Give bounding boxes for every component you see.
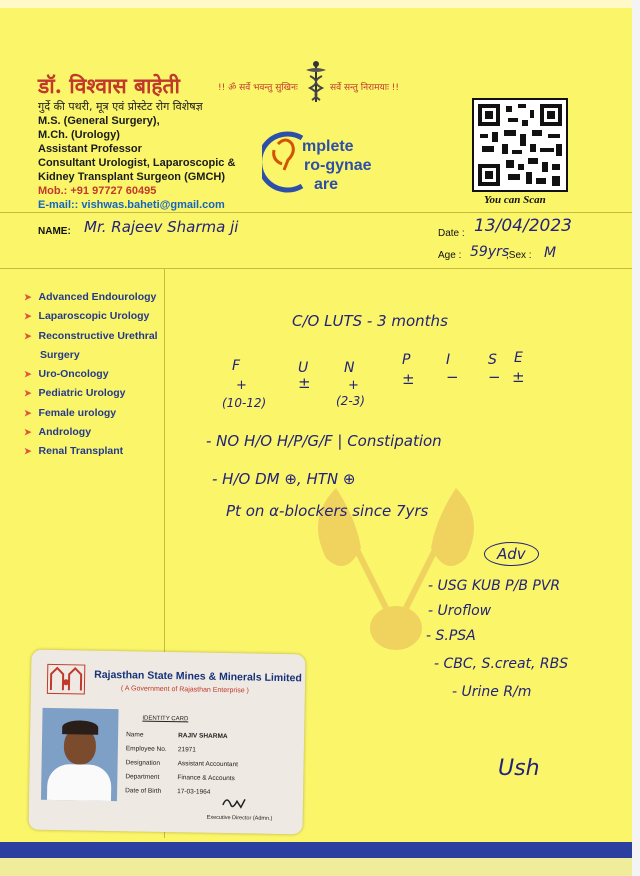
service-item: ➤ Advanced Endourology	[24, 291, 157, 303]
top-strip	[0, 0, 632, 8]
sex-value: M	[544, 245, 557, 261]
name-label: NAME:	[38, 226, 71, 237]
fun-mark-e: ±	[512, 368, 525, 386]
header-divider	[0, 212, 632, 213]
specialty-hindi: गुर्दे की पथरी, मूत्र एवं प्रोस्टेट रोग विशेषज्ञ	[38, 100, 203, 113]
service-item: ➤ Renal Transplant	[24, 445, 124, 458]
qualification-transplant: Kidney Transplant Surgeon (GMCH)	[38, 171, 226, 183]
chief-complaint: C/O LUTS - 3 months	[292, 312, 448, 330]
arrow-icon: ➤	[24, 292, 32, 302]
advice-label: Adv	[484, 542, 539, 566]
sloka-left: !! ॐ सर्वे भवन्तु सुखिनः	[218, 83, 298, 93]
qr-code-icon	[472, 98, 568, 192]
history-line-2: - H/O DM ⊕, HTN ⊕	[212, 470, 356, 488]
advice-item-uroflow: - Uroflow	[428, 603, 492, 619]
fun-mark-u: ±	[298, 374, 311, 392]
advice-item-psa: - S.PSA	[426, 628, 476, 644]
company-subtitle: ( A Government of Rajasthan Enterprise )	[120, 685, 249, 695]
service-item: ➤ Laparoscopic Urology	[24, 310, 150, 323]
service-item: ➤ Pediatric Urology	[24, 387, 126, 400]
patient-name: Mr. Rajeev Sharma ji	[84, 218, 239, 236]
executive-director-label: Executive Director (Admn.)	[206, 814, 273, 822]
photo-shirt	[47, 764, 112, 801]
qualification-ms: M.S. (General Surgery),	[38, 115, 160, 127]
footer-strip	[0, 858, 632, 876]
history-line-1: - NO H/O H/P/G/F | Constipation	[206, 432, 442, 450]
fun-extra-f: (10-12)	[222, 396, 267, 410]
qualification-consultant: Consultant Urologist, Laparoscopic &	[38, 157, 236, 169]
email-address: E-mail:: vishwas.baheti@gmail.com	[38, 199, 225, 211]
arrow-icon: ➤	[24, 446, 32, 457]
identity-card	[28, 650, 305, 835]
arrow-icon: ➤	[24, 369, 32, 380]
fun-mark-i: −	[446, 368, 459, 386]
fun-letter-e: E	[514, 350, 523, 366]
fun-mark-n: +	[348, 378, 359, 393]
service-item: ➤ Female urology	[24, 406, 117, 419]
logo-text-complete: mplete	[302, 138, 354, 155]
photo-hair	[62, 720, 98, 735]
advice-item-usg: - USG KUB P/B PVR	[428, 578, 561, 594]
service-item: ➤ Andrology	[24, 426, 92, 439]
fun-letter-u: U	[298, 360, 309, 376]
fun-mark-p: ±	[402, 370, 415, 388]
rsmml-logo-icon	[47, 664, 86, 695]
qualification-title: Assistant Professor	[38, 143, 142, 155]
fun-extra-n: (2-3)	[336, 394, 365, 408]
arrow-icon: ➤	[24, 330, 32, 341]
doctor-signature: Ush	[498, 756, 540, 781]
qualification-mch: M.Ch. (Urology)	[38, 129, 120, 141]
arrow-icon: ➤	[24, 427, 32, 438]
logo-text-urogynae: ro-gynae	[304, 157, 372, 174]
arrow-icon: ➤	[24, 311, 32, 322]
company-name: Rajasthan State Mines & Minerals Limited	[94, 668, 302, 685]
fun-mark-f: +	[236, 378, 247, 393]
fun-letter-i: I	[446, 352, 451, 368]
employee-photo	[41, 708, 119, 801]
fun-letter-p: P	[402, 352, 411, 368]
identity-card-label: IDENTITY CARD	[142, 715, 189, 723]
footer-band	[0, 842, 632, 858]
card-field-designation: Designation Assistant Accountant	[125, 759, 239, 769]
fun-letter-n: N	[344, 360, 355, 376]
card-field-employee-no: Employee No. 21971	[125, 745, 197, 754]
sex-label: ,Sex :	[506, 250, 532, 261]
service-item: ➤ Uro-Oncology	[24, 368, 109, 381]
services-list	[24, 288, 158, 462]
doctor-name-hindi: डॉ. विश्वास बाहेती	[38, 73, 180, 98]
date-value: 13/04/2023	[474, 216, 572, 236]
service-item: ➤ Reconstructive Urethral	[24, 329, 158, 342]
advice-item-urine: - Urine R/m	[452, 684, 532, 700]
patient-divider	[0, 268, 632, 269]
history-line-3: Pt on α-blockers since 7yrs	[226, 502, 429, 520]
fun-mark-s: −	[488, 368, 501, 386]
caduceus-icon	[304, 60, 328, 104]
fun-letter-f: F	[232, 358, 241, 374]
logo-text-care: are	[314, 176, 339, 193]
scan-label: You can Scan	[484, 194, 546, 206]
card-field-department: Department Finance & Accounts	[125, 773, 235, 783]
card-field-name: Name RAJIV SHARMA	[126, 731, 228, 741]
mobile-number: Mob.: +91 97727 60495	[38, 185, 157, 197]
sloka-right: सर्वे सन्तु निरामयाः !!	[330, 83, 399, 93]
arrow-icon: ➤	[24, 388, 32, 399]
arrow-icon: ➤	[24, 407, 32, 418]
age-label: Age :	[438, 250, 462, 261]
advice-item-cbc: - CBC, S.creat, RBS	[434, 656, 569, 672]
card-field-dob: Date of Birth 17-03-1964	[125, 787, 211, 796]
service-item: Surgery	[40, 348, 80, 361]
director-signature-icon	[219, 793, 249, 814]
fun-letter-s: S	[488, 352, 497, 368]
age-value: 59yrs	[470, 244, 510, 260]
date-label: Date :	[438, 228, 465, 239]
